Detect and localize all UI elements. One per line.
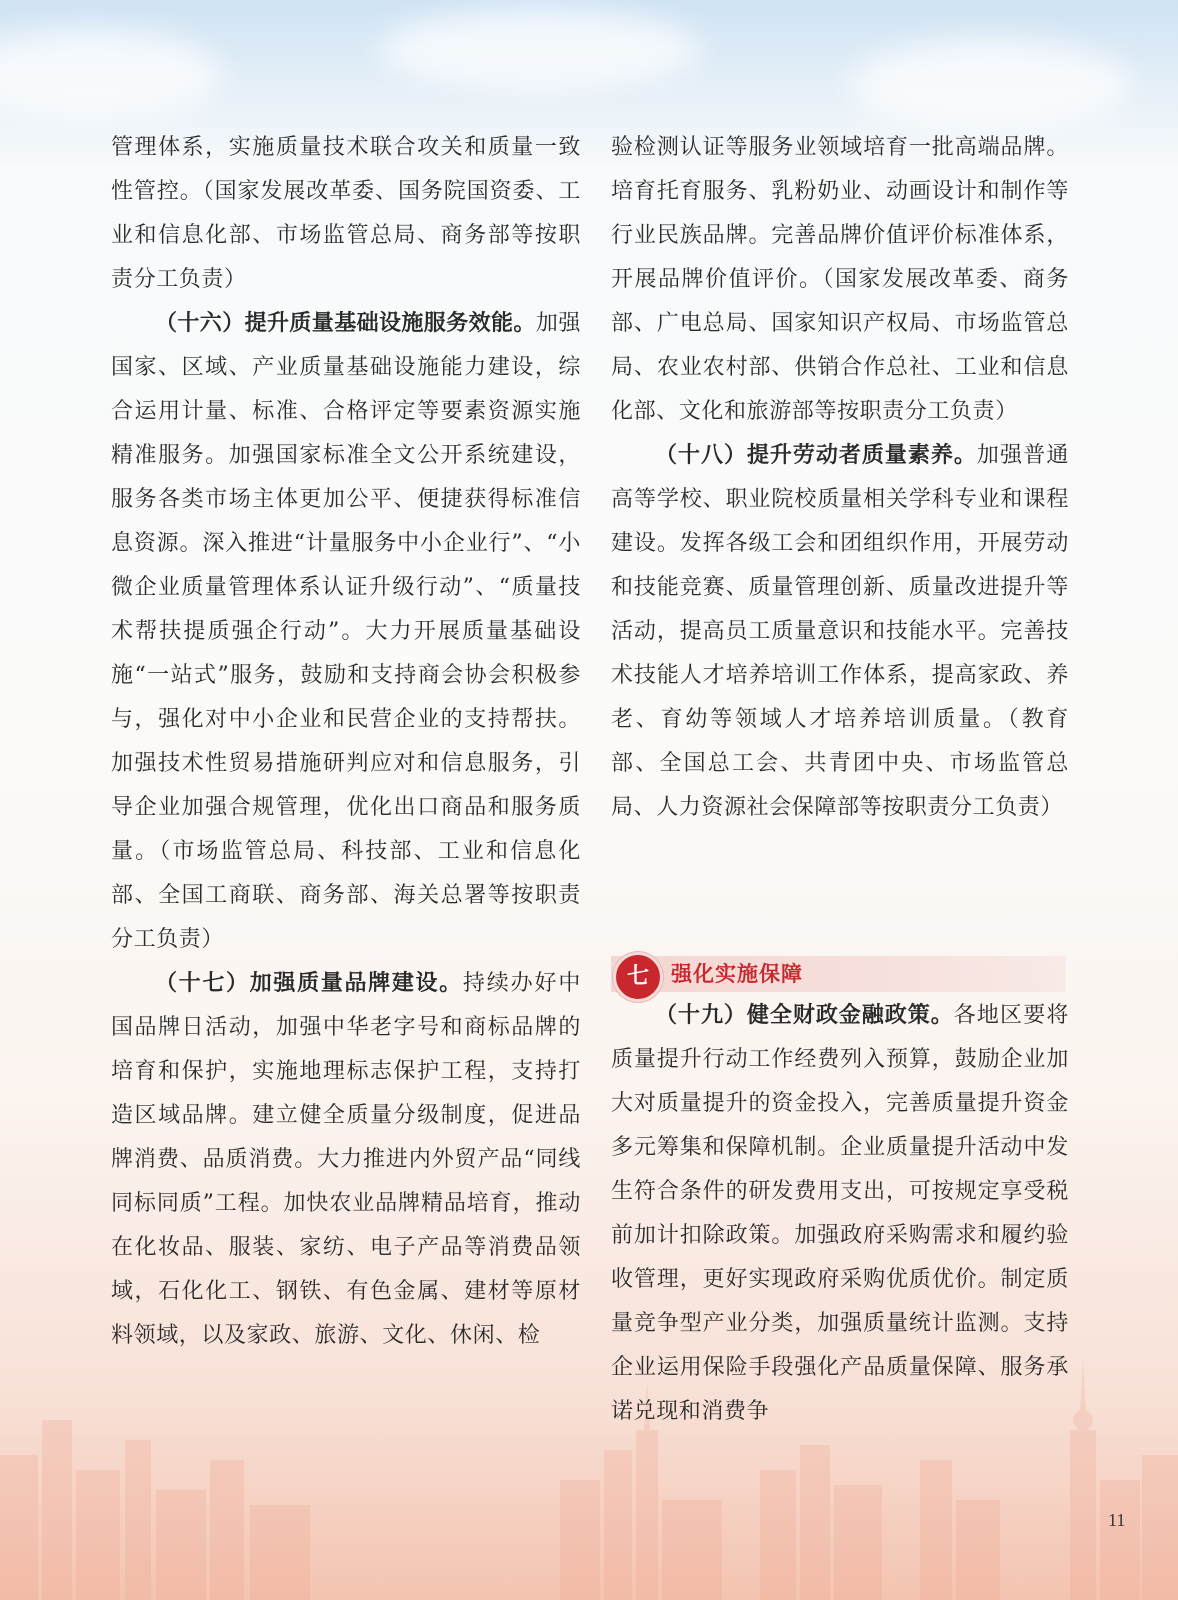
paragraph-quality-system: 管理体系，实施质量技术联合攻关和质量一致性管控。（国家发展改革委、国务院国资委、工业和信息化部、市场监管总局、商务部等按职责分工负责） — [111, 135, 581, 292]
paragraph-item-17 — [111, 962, 581, 1358]
heading-item-17: （十七）加强质量品牌建设。 — [155, 971, 463, 996]
heading-item-19: （十九）健全财政金融政策。 — [655, 1003, 954, 1028]
heading-item-18: （十八）提升劳动者质量素养。 — [655, 443, 977, 468]
sky-cloud — [380, 10, 700, 90]
page-number: 11 — [1108, 1510, 1126, 1530]
paragraph-item-19 — [611, 994, 1069, 1434]
paragraph-brand-cultivation: 验检测认证等服务业领域培育一批高端品牌。培育托育服务、乳粉奶业、动画设计和制作等行业民族品牌。完善品牌价值评价标准体系，开展品牌价值评价。（国家发展改革委、商务部、广电总局、国家知识产权局、市场监管总局、农业农村部、供销合作总社、工业和信息化部、文化和旅游部等按职责分工负责） — [611, 135, 1069, 424]
section-number-badge: 七 — [613, 952, 663, 1002]
section-title: 强化实施保障 — [671, 962, 803, 986]
body-item-17: 持续办好中国品牌日活动，加强中华老字号和商标品牌的培育和保护，实施地理标志保护工程，支持打造区域品牌。建立健全质量分级制度，促进品牌消费、品质消费。大力推进内外贸产品“同线同标同质”工程。加快农业品牌精品培育，推动在化妆品、服装、家纺、电子产品等消费品领域，石化化工、钢铁、有色金属、建材等原材料领域，以及家政、旅游、文化、休闲、检 — [111, 971, 581, 1348]
body-item-18: 加强普通高等学校、职业院校质量相关学科专业和课程建设。发挥各级工会和团组织作用，开展劳动和技能竞赛、质量管理创新、质量改进提升等活动，提高员工质量意识和技能水平。完善技术技能人才培养培训工作体系，提高家政、养老、育幼等领域人才培养培训质量。（教育部、全国总工会、共青团中央、市场监管总局、人力资源社会保障部等按职责分工负责） — [611, 443, 1069, 820]
left-column — [111, 126, 581, 1358]
right-column-lower — [611, 994, 1069, 1434]
body-item-16: 加强国家、区域、产业质量基础设施能力建设，综合运用计量、标准、合格评定等要素资源实施精准服务。加强国家标准全文公开系统建设，服务各类市场主体更加公平、便捷获得标准信息资源。深入推进“计量服务中小企业行”、“小微企业质量管理体系认证升级行动”、“质量技术帮扶提质强企行动”。大力开展质量基础设施“一站式”服务，鼓励和支持商会协会积极参与，强化对中小企业和民营企业的支持帮扶。加强技术性贸易措施研判应对和信息服务，引导企业加强合规管理，优化出口商品和服务质量。（市场监管总局、科技部、工业和信息化部、全国工商联、商务部、海关总署等按职责分工负责） — [111, 311, 582, 952]
heading-item-16: （十六）提升质量基础设施服务效能。 — [155, 311, 536, 336]
sky-cloud — [850, 40, 1130, 130]
right-column — [611, 126, 1069, 830]
paragraph-item-16 — [111, 302, 581, 962]
body-item-19: 各地区要将质量提升行动工作经费列入预算，鼓励企业加大对质量提升的资金投入，完善质量提升资金多元筹集和保障机制。企业质量提升活动中发生符合条件的研发费用支出，可按规定享受税前加计扣除政策。加强政府采购需求和履约验收管理，更好实现政府采购优质优价。制定质量竞争型产业分类，加强质量统计监测。支持企业运用保险手段强化产品质量保障、服务承诺兑现和消费争 — [611, 1003, 1069, 1424]
paragraph-item-18 — [611, 434, 1069, 830]
sky-cloud — [0, 30, 220, 120]
